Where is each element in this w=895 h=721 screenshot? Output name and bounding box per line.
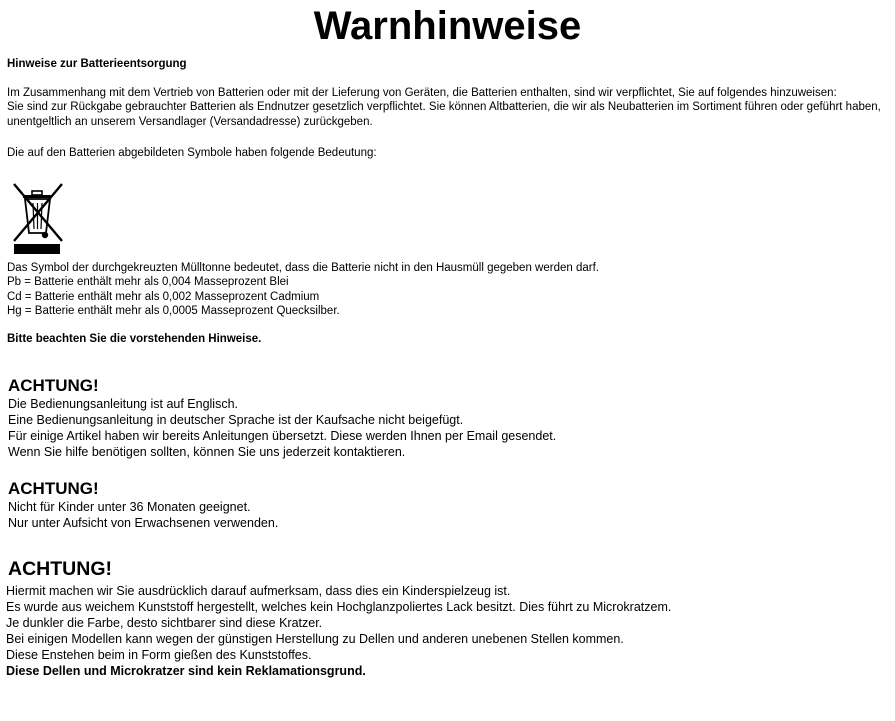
symbol-meaning-line: Das Symbol der durchgekreuzten Mülltonne bedeutet, dass die Batterie nicht in den Hausmüll gegeben werden darf.: [7, 262, 599, 274]
warning-line: Je dunkler die Farbe, desto sichtbarer sind diese Kratzer.: [6, 616, 323, 630]
warning-line: Die Bedienungsanleitung ist auf Englisch.: [8, 397, 239, 411]
warning-line: Hiermit machen wir Sie ausdrücklich darauf aufmerksam, dass dies ein Kinderspielzeug ist.: [6, 584, 511, 598]
battery-intro-line: unentgeltlich an unserem Versandlager (Versandadresse) zurückgeben.: [7, 116, 373, 128]
warning-closing: Diese Dellen und Microkratzer sind kein Reklamationsgrund.: [6, 664, 366, 678]
battery-heading: Hinweise zur Batterieentsorgung: [7, 58, 187, 70]
warning-line: Nicht für Kinder unter 36 Monaten geeignet.: [8, 500, 251, 514]
warning-heading: ACHTUNG!: [8, 479, 99, 498]
warning-line: Eine Bedienungsanleitung in deutscher Sprache ist der Kaufsache nicht beigefügt.: [8, 413, 464, 427]
warning-heading: ACHTUNG!: [8, 376, 99, 395]
symbol-meaning-line: Hg = Batterie enthält mehr als 0,0005 Masseprozent Quecksilber.: [7, 305, 340, 317]
warning-line: Bei einigen Modellen kann wegen der günstigen Herstellung zu Dellen und anderen unebenen Stellen kommen.: [6, 632, 624, 646]
warning-line: Nur unter Aufsicht von Erwachsenen verwenden.: [8, 516, 279, 530]
warning-line: Für einige Artikel haben wir bereits Anleitungen übersetzt. Diese werden Ihnen per Email gesendet.: [8, 429, 557, 443]
symbol-meaning-line: Pb = Batterie enthält mehr als 0,004 Masseprozent Blei: [7, 276, 289, 288]
warning-line: Wenn Sie hilfe benötigen sollten, können Sie uns jederzeit kontaktieren.: [8, 445, 406, 459]
page-title: Warnhinweise: [313, 4, 582, 48]
crossed-out-wheelie-bin-icon: [8, 178, 70, 256]
symbols-intro: Die auf den Batterien abgebildeten Symbole haben folgende Bedeutung:: [7, 147, 377, 159]
warning-heading: ACHTUNG!: [8, 558, 112, 580]
symbol-meaning-line: Cd = Batterie enthält mehr als 0,002 Masseprozent Cadmium: [7, 291, 320, 303]
warning-line: Es wurde aus weichem Kunststoff hergestellt, welches kein Hochglanzpoliertes Lack besitzt. Dies führt zu Microkratzem.: [6, 600, 672, 614]
warning-line: Diese Enstehen beim in Form gießen des Kunststoffes.: [6, 648, 312, 662]
battery-intro-line: Sie sind zur Rückgabe gebrauchter Batterien als Endnutzer gesetzlich verpflichtet. Sie können Altbatterien, die wir als Neubatterien im Sortiment führen oder geführt haben,: [7, 101, 881, 113]
battery-closing: Bitte beachten Sie die vorstehenden Hinweise.: [7, 333, 262, 345]
battery-intro-line: Im Zusammenhang mit dem Vertrieb von Batterien oder mit der Lieferung von Geräten, die Batterien enthalten, sind wir verpflichtet, Sie auf folgendes hinzuweisen:: [7, 87, 837, 99]
